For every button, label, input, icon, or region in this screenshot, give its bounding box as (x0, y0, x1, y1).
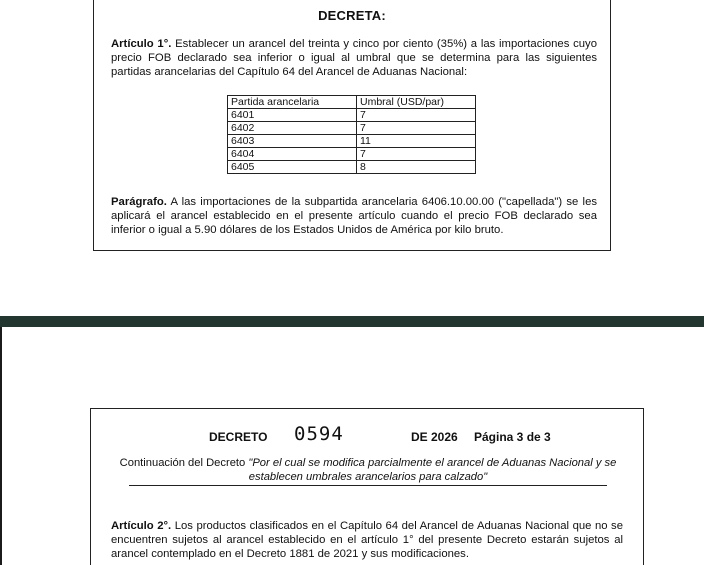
table-row (228, 161, 476, 174)
title-underline (129, 485, 607, 486)
articulo-2-text: Los productos clasificados en el Capítulo 64 del Arancel de Aduanas Nacional que no se encuentren sujetos al arancel establecido en el artículo 1° del presente Decreto estarán sujetos al arancel contemplado en el Decreto 1881 de 2021 y sus modificaciones. (111, 520, 623, 561)
cell-partida: 6404 (228, 148, 357, 161)
cell-partida: 6401 (228, 109, 357, 122)
table-row (228, 122, 476, 135)
tariff-threshold-table (227, 95, 476, 174)
cell-umbral: 8 (357, 161, 476, 174)
page-3 (0, 327, 704, 565)
table-row (228, 148, 476, 161)
paragrafo (111, 195, 597, 238)
table-row (228, 109, 476, 122)
decreto-label: DECRETO (209, 430, 268, 444)
articulo-1 (111, 37, 597, 80)
articulo-2 (111, 519, 623, 562)
table-row (228, 135, 476, 148)
continuacion (111, 456, 625, 486)
articulo-1-text: Establecer un arancel del treinta y cinco por ciento (35%) a las importaciones cuyo precio FOB declarado sea inferior o igual al umbral que se determina para las siguientes partidas arancelarias del Capítulo 64 del Arancel de Aduanas Nacional: (111, 38, 597, 79)
column-header-umbral: Umbral (USD/par) (357, 96, 476, 109)
paragrafo-text: A las importaciones de la subpartida arancelaria 6406.10.00.00 ("capellada") se les aplicará el arancel establecido en el presente artículo cuando el precio FOB declarado sea inferior o igual a 5.90 dólares de los Estados Unidos de América por kilo bruto. (111, 196, 597, 237)
content-frame (90, 408, 644, 565)
content-frame (93, 0, 611, 251)
decree-header (91, 423, 643, 445)
cell-umbral: 7 (357, 148, 476, 161)
paragrafo-label: Parágrafo. (111, 196, 167, 208)
decreta-heading: DECRETA: (318, 8, 386, 23)
cell-umbral: 7 (357, 109, 476, 122)
continuacion-prefix: Continuación del Decreto (119, 457, 249, 469)
page-indicator: Página 3 de 3 (474, 430, 551, 444)
column-header-partida: Partida arancelaria (228, 96, 357, 109)
decreto-number: 0594 (294, 423, 344, 445)
decreto-year: DE 2026 (411, 430, 458, 444)
articulo-2-label: Artículo 2°. (111, 520, 172, 532)
cell-umbral: 7 (357, 122, 476, 135)
cell-partida: 6403 (228, 135, 357, 148)
cell-partida: 6405 (228, 161, 357, 174)
cell-umbral: 11 (357, 135, 476, 148)
cell-partida: 6402 (228, 122, 357, 135)
table-header-row (228, 96, 476, 109)
articulo-1-label: Artículo 1°. (111, 38, 172, 50)
page-separator (0, 316, 704, 327)
decree-title: "Por el cual se modifica parcialmente el arancel de Aduanas Nacional y se establecen umbrales arancelarios para calzado" (248, 457, 617, 483)
